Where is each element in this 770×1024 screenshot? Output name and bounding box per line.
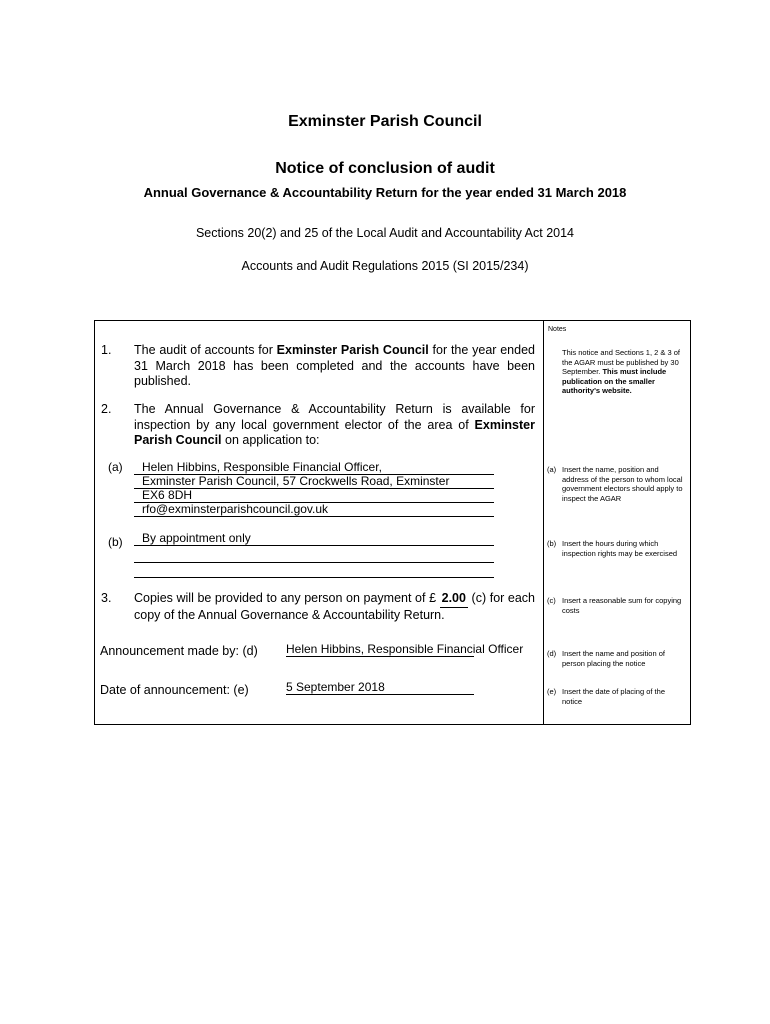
note-d-tag: (d)	[547, 649, 557, 658]
field-a-line-2[interactable]: Exminster Parish Council, 57 Crockwells Road, Exminster	[134, 476, 494, 489]
note-b-text: Insert the hours during which inspection rights may be exercised	[562, 539, 678, 558]
field-b-line-2[interactable]	[134, 550, 494, 563]
item-3-number: 3.	[101, 591, 112, 605]
notes-intro-text: This notice and Sections 1, 2 & 3 of the AGAR must be published by 30 September.	[562, 348, 680, 376]
note-c-text: Insert a reasonable sum for copying costs	[562, 596, 682, 615]
date-field[interactable]: 5 September 2018	[286, 681, 474, 695]
item-2-pre: The Annual Governance & Accountability Return is available for inspection by any local government elector of the area of	[134, 402, 535, 432]
field-a-label: (a)	[108, 460, 123, 474]
agar-title: Annual Governance & Accountability Return for the year ended 31 March 2018	[143, 185, 627, 200]
note-e-tag: (e)	[547, 687, 557, 696]
field-b-line-1[interactable]: By appointment only	[134, 533, 494, 546]
field-a-line-4[interactable]: rfo@exminsterparishcouncil.gov.uk	[134, 504, 494, 517]
notes-heading: Notes	[548, 326, 567, 333]
item-3-text	[134, 591, 535, 623]
note-e-text: Insert the date of placing of the notice	[562, 687, 665, 706]
note-a	[547, 465, 687, 503]
field-b-line-3[interactable]	[134, 565, 494, 578]
notes-intro	[562, 348, 688, 396]
item-2-text	[134, 402, 535, 449]
note-c	[547, 596, 687, 615]
item-3-post: (c) for each copy of the Annual Governance & Accountability Return.	[134, 591, 536, 622]
copy-fee-amount[interactable]: 2.00	[440, 591, 468, 608]
notes-divider	[543, 320, 544, 725]
item-1-number: 1.	[101, 343, 112, 357]
item-2-post: on application to:	[221, 433, 320, 447]
date-label: Date of announcement: (e)	[100, 683, 249, 697]
item-1-council: Exminster Parish Council	[276, 343, 429, 357]
notes-intro-bold: This must include publication on the smaller authority's website.	[562, 367, 667, 395]
notice-title: Notice of conclusion of audit	[275, 160, 495, 177]
note-a-text: Insert the name, position and address of the person to whom local government electors should apply to inspect the AGAR	[562, 465, 683, 503]
note-d-text: Insert the name and position of person placing the notice	[562, 649, 665, 668]
item-1-pre: The audit of accounts for	[134, 343, 277, 357]
note-c-tag: (c)	[547, 596, 556, 605]
item-3-pre: Copies will be provided to any person on payment of £	[134, 591, 440, 605]
note-d	[547, 649, 687, 668]
note-b-tag: (b)	[547, 539, 557, 548]
sections-reference: Sections 20(2) and 25 of the Local Audit and Accountability Act 2014	[195, 226, 575, 240]
announcement-field[interactable]: Helen Hibbins, Responsible Financial Officer	[286, 642, 524, 656]
item-1-text	[134, 343, 535, 390]
field-a-line-1[interactable]: Helen Hibbins, Responsible Financial Officer,	[134, 462, 494, 475]
item-2-number: 2.	[101, 402, 112, 416]
note-a-tag: (a)	[547, 465, 557, 474]
council-name: Exminster Parish Council	[288, 113, 482, 130]
item-2-council: Exminster Parish Council	[134, 417, 535, 447]
field-b-label: (b)	[108, 535, 123, 549]
field-a-line-3[interactable]: EX6 8DH	[134, 490, 494, 503]
note-b	[547, 539, 687, 558]
announcement-label: Announcement made by: (d)	[100, 644, 258, 658]
regulations-reference: Accounts and Audit Regulations 2015 (SI 2015/234)	[241, 259, 529, 273]
item-1-post: for the year ended 31 March 2018 has been completed and the accounts have been published.	[134, 343, 535, 388]
note-e	[547, 687, 687, 706]
